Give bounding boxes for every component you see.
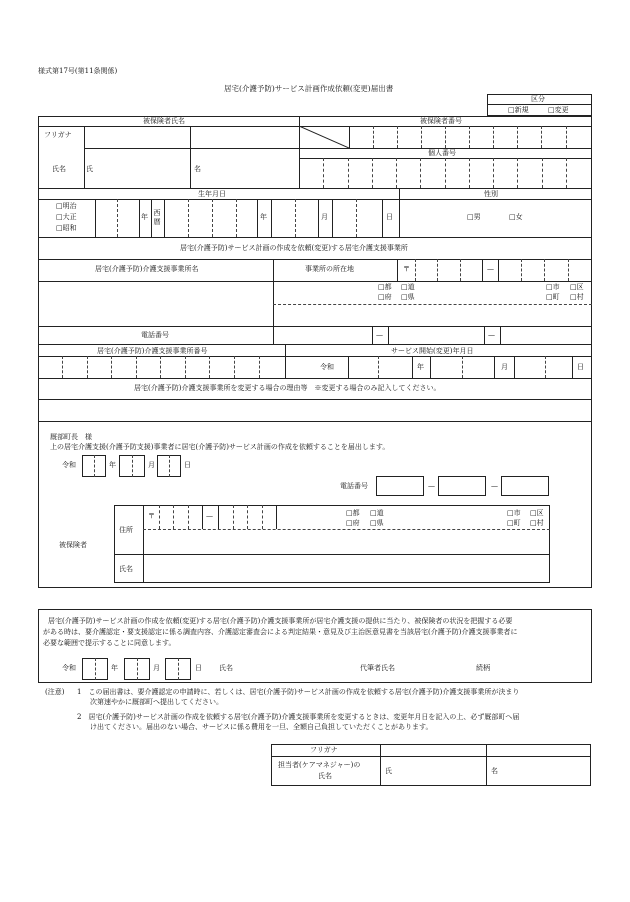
era-meiji-checkbox[interactable]: □明治 [56,202,77,210]
consent-name-input[interactable] [240,658,360,680]
kubun-new-checkbox[interactable]: □新規 [508,106,529,114]
consent-relation-input[interactable] [498,658,588,680]
insured-address-label: 住所 [119,526,133,534]
note-1-line-2: 次第速やかに厩部町へ提出してください。 [90,698,223,706]
furigana-input[interactable] [85,127,299,148]
kubun-label: 区分 [531,95,545,103]
furigana-label: フリガナ [44,131,72,139]
consent-line-3: 必要な範囲で提示することに同意します。 [43,639,176,647]
office-cho-checkbox[interactable]: □町 [546,293,560,301]
insured-number-input[interactable] [350,127,591,148]
insured-city-input[interactable] [392,506,504,529]
office-postal-input-2[interactable] [499,260,591,281]
request-phone-label: 電話番号 [340,482,368,490]
consent-year-label: 年 [111,664,118,672]
consent-line-1: 居宅(介護予防)サービス計画の作成を依頼(変更)する居宅(介護予防)介護支援事業所が居宅介護支援の提供に当たり、被保険者の状況を把握する必要 [48,617,513,625]
insured-shi-checkbox[interactable]: □市 [507,509,521,517]
office-ku-checkbox[interactable]: □区 [570,283,584,291]
insured-fu-checkbox[interactable]: □府 [346,519,360,527]
office-phone-label: 電話番号 [141,331,169,339]
request-phone-dash-2: — [491,482,498,490]
mei-label: 名 [194,165,201,173]
request-phone-input-3[interactable] [501,476,549,496]
postal-mark: 〒 [403,265,410,273]
office-city-input[interactable] [421,282,543,303]
office-postal-input-1[interactable] [416,260,482,281]
addressee: 厩部町長 様 [50,433,92,441]
notes-label: (注意) [45,688,65,696]
gender-male-checkbox[interactable]: □男 [467,213,481,221]
office-prefecture-input[interactable] [274,282,374,303]
note-2-line-1: 2 居宅(介護予防)サービス計画の作成を依頼する居宅(介護予防)介護支援事業所を変更するときは、変更年月日を記入の上、必ず厩部町へ届 [77,713,520,721]
manager-sei-input[interactable] [395,757,485,785]
consent-proxy-label: 代筆者氏名 [360,664,395,672]
insured-ken-checkbox[interactable]: □県 [370,519,384,527]
office-number-header: 居宅(介護予防)介護支援事業所番号 [97,347,208,355]
manager-label-line-1: 担当者(ケアマネジャー)の [278,761,361,769]
insured-cho-checkbox[interactable]: □町 [507,519,521,527]
insured-number-header: 被保険者番号 [420,117,462,125]
office-shi-checkbox[interactable]: □市 [546,283,560,291]
request-era-label: 令和 [62,461,76,469]
office-name-input[interactable] [39,282,272,326]
form-title: 居宅(介護予防)サービス計画作成依頼(変更)届出書 [224,84,394,93]
birth-header: 生年月日 [198,190,226,198]
note-1-line-1: 1 この届出書は、要介護認定の申請時に、若しくは、居宅(介護予防)サービス計画の作成を依頼する居宅(介護予防)介護支援事業所が決まり [77,688,520,696]
name-label: 氏名 [52,165,66,173]
birth-year2-label: 年 [260,213,267,221]
kubun-change-checkbox[interactable]: □変更 [548,106,569,114]
insured-to-checkbox[interactable]: □都 [346,509,360,517]
gender-header: 性別 [484,190,498,198]
insured-address-input[interactable] [144,530,549,553]
insured-name-label: 氏名 [119,565,133,573]
insured-do-checkbox[interactable]: □道 [370,509,384,517]
office-name-header: 居宅(介護予防)介護支援事業所名 [95,265,199,273]
office-phone-dash-2: — [488,331,495,339]
era-showa-checkbox[interactable]: □昭和 [56,224,77,232]
manager-furigana-input[interactable] [381,745,590,756]
manager-furigana-label: フリガナ [310,746,338,754]
office-address-header: 事業所の所在地 [305,265,354,273]
kojin-number-input[interactable] [300,159,591,188]
insured-postal-mark: 〒 [148,512,155,520]
insured-name-header: 被保険者氏名 [143,117,185,125]
sei-label: 氏 [86,165,93,173]
consent-proxy-input[interactable] [402,658,472,680]
office-phone-dash-1: — [376,331,383,339]
birth-year-label: 年 [141,213,148,221]
office-do-checkbox[interactable]: □道 [401,283,415,291]
sei-input[interactable] [96,149,190,188]
reason-header: 居宅(介護予防)介護支援事業所を変更する場合の理由等 ※変更する場合のみ記入してください。 [134,384,441,392]
reason-input[interactable] [39,400,591,421]
diagonal-slash [299,126,349,148]
insured-label: 被保険者 [59,541,87,549]
consent-line-2: がある時は、要介護認定・要支援認定に係る調査内容、介護認定審査会による判定結果・意見及び主治医意見書を当該居宅(介護予防)介護支援事業者に [43,628,518,636]
consent-month-label: 月 [153,664,160,672]
office-ken-checkbox[interactable]: □県 [401,293,415,301]
manager-sei-label: 氏 [385,767,392,775]
start-year-label: 年 [417,363,424,371]
insured-prefecture-input[interactable] [277,506,343,529]
manager-mei-input[interactable] [502,757,590,785]
consent-name-label: 氏名 [219,664,233,672]
mei-input[interactable] [204,149,299,188]
request-phone-input-1[interactable] [376,476,424,496]
request-body: 上の居宅介護支援(介護予防支援)事業者に居宅(介護予防)サービス計画の作成を依頼することを届出します。 [50,443,390,451]
kojin-header: 個人番号 [428,149,456,157]
birth-day-label: 日 [386,213,393,221]
office-address-input[interactable] [274,305,591,326]
birth-month-label: 月 [321,213,328,221]
office-number-input[interactable] [39,357,285,378]
request-phone-input-2[interactable] [438,476,486,496]
office-phone-input-3[interactable] [501,327,591,344]
manager-mei-label: 名 [491,767,498,775]
office-fu-checkbox[interactable]: □府 [378,293,392,301]
office-phone-input-1[interactable] [274,327,372,344]
consent-day-label: 日 [195,664,202,672]
era-taisho-checkbox[interactable]: □大正 [56,213,77,221]
request-month-label: 月 [148,461,155,469]
start-era-label: 令和 [320,363,334,371]
office-son-checkbox[interactable]: □村 [570,293,584,301]
note-2-line-2: け出てください。届出のない場合、サービスに係る費用を一旦、全額自己負担していただくことがあります。 [90,723,433,731]
request-phone-dash-1: — [428,482,435,490]
office-section-header: 居宅(介護予防)サービス計画の作成を依頼(変更)する居宅介護支援事業所 [180,244,408,252]
insured-postal-dash: — [206,512,213,520]
start-date-header: サービス開始(変更)年月日 [391,347,474,355]
insured-son-checkbox[interactable]: □村 [530,519,544,527]
seireki-label: 西暦 [153,209,161,227]
start-month-label: 月 [501,363,508,371]
manager-label-line-2: 氏名 [318,772,332,780]
form-number: 様式第17号(第11条関係) [38,67,118,75]
insured-name-input[interactable] [144,555,549,582]
office-phone-input-2[interactable] [389,327,484,344]
start-day-label: 日 [577,363,584,371]
office-to-checkbox[interactable]: □都 [378,283,392,291]
postal-dash: — [487,265,494,273]
insured-ku-checkbox[interactable]: □区 [530,509,544,517]
consent-relation-label: 続柄 [476,664,490,672]
consent-era-label: 令和 [62,664,76,672]
gender-female-checkbox[interactable]: □女 [509,213,523,221]
request-year-label: 年 [109,461,116,469]
request-day-label: 日 [184,461,191,469]
